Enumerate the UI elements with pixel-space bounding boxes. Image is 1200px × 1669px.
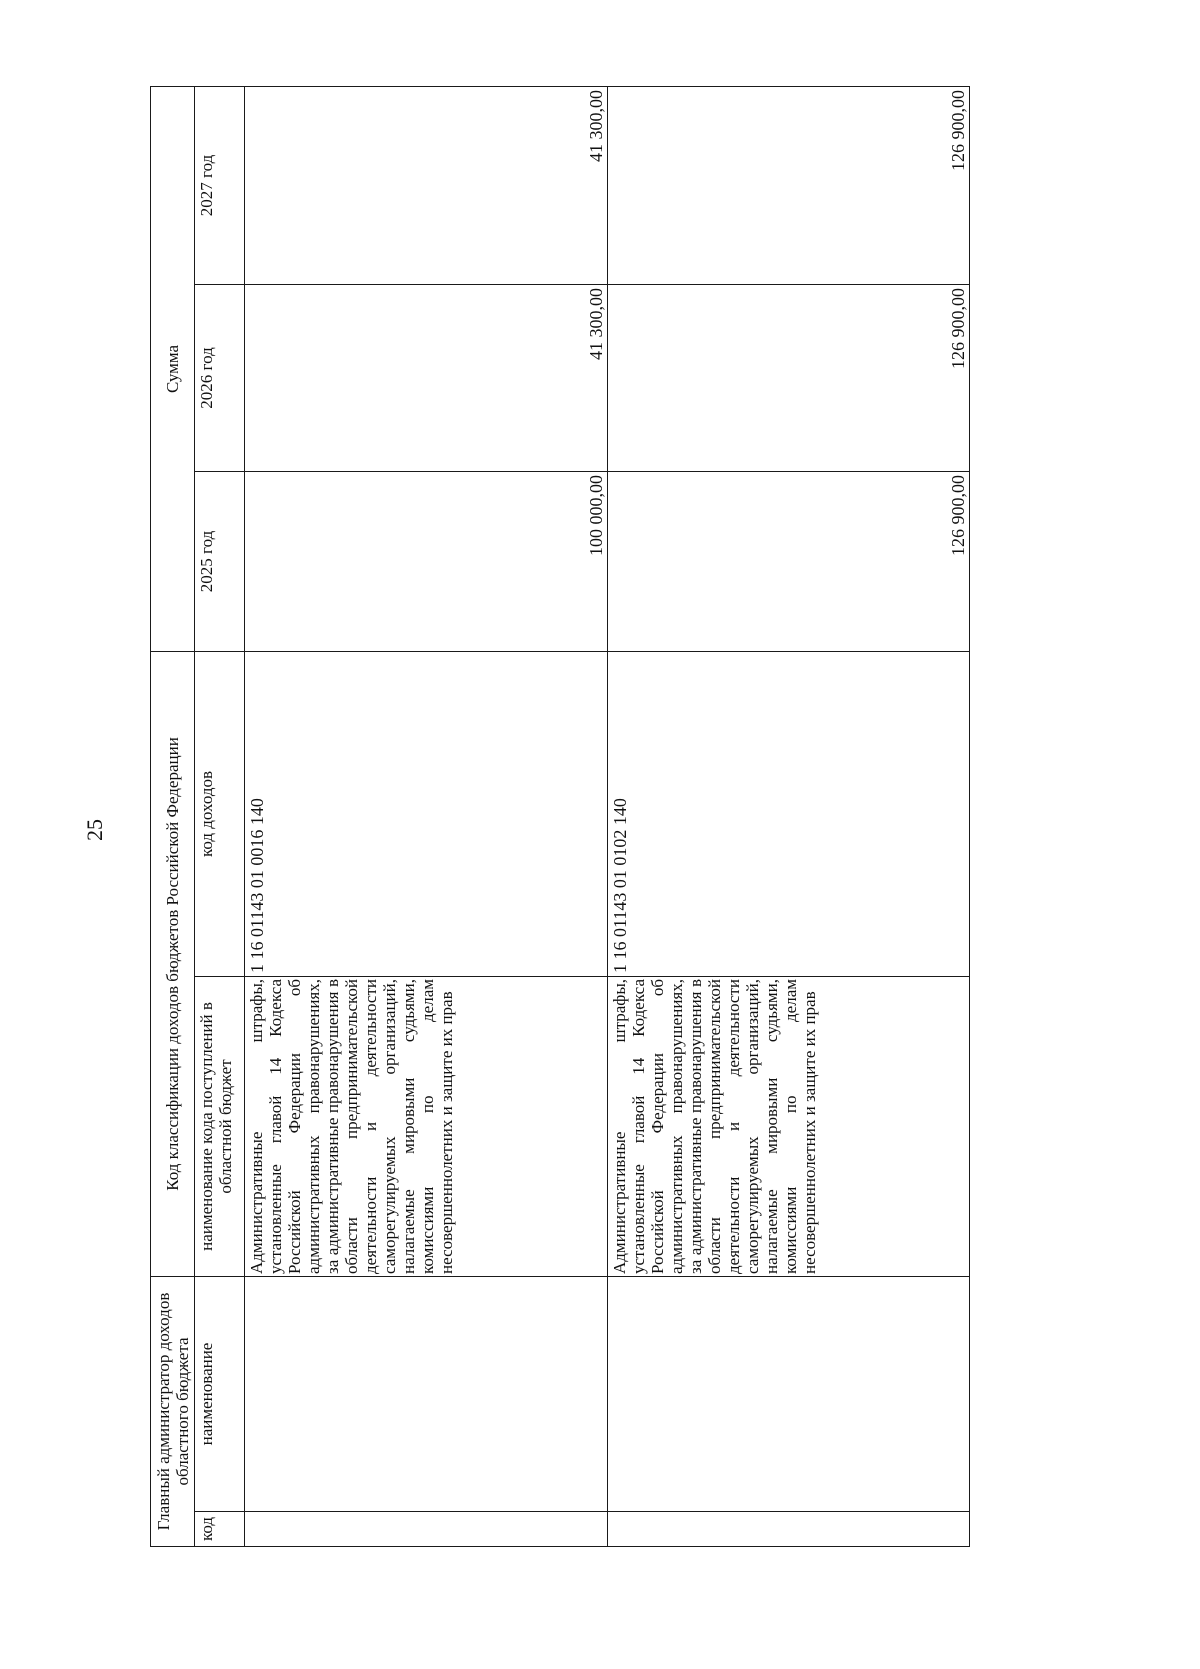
admin-code-cell xyxy=(607,1512,970,1547)
revenue-table xyxy=(150,86,970,1547)
rotated-page-content xyxy=(150,87,970,1547)
sum-2025-cell: 126 900,00 xyxy=(607,471,970,651)
revenue-description-cell: Административные штрафы, установленные главой 14 Кодекса Российской Федерации об административных правонарушениях, за административные правонарушения в области предпринимательской деятельности и деятельности саморегулируемых организаций, налагаемые мировыми судьями, комиссиями по делам несовершеннолетних и защите их прав xyxy=(607,977,970,1277)
classification-group-header: Код классификации доходов бюджетов Российской Федерации xyxy=(151,651,195,1276)
year-2025-header: 2025 год xyxy=(195,471,245,651)
revenue-description-cell: Административные штрафы, установленные главой 14 Кодекса Российской Федерации об административных правонарушениях, за административные правонарушения в области предпринимательской деятельности и деятельности саморегулируемых организаций, налагаемые мировыми судьями, комиссиями по делам несовершеннолетних и защите их прав xyxy=(245,977,608,1277)
sum-2027-cell: 126 900,00 xyxy=(607,86,970,284)
sum-2026-cell: 41 300,00 xyxy=(245,284,608,471)
year-2027-header: 2027 год xyxy=(195,86,245,284)
sum-2025-cell: 100 000,00 xyxy=(245,471,608,651)
table-row xyxy=(607,86,970,1546)
revenue-code-cell: 1 16 01143 01 0016 140 xyxy=(245,651,608,976)
header-row-1 xyxy=(151,86,195,1546)
sum-group-header: Сумма xyxy=(151,86,195,651)
admin-group-header: Главный администратор доходов областного бюджета xyxy=(151,1277,195,1547)
sum-2027-cell: 41 300,00 xyxy=(245,86,608,284)
admin-name-cell xyxy=(607,1277,970,1512)
admin-code-cell xyxy=(245,1512,608,1547)
page-number: 25 xyxy=(82,819,107,841)
admin-name-cell xyxy=(245,1277,608,1512)
revenue-name-header: наименование кода поступлений в областной бюджет xyxy=(195,977,245,1277)
year-2026-header: 2026 год xyxy=(195,284,245,471)
sum-2026-cell: 126 900,00 xyxy=(607,284,970,471)
table-row xyxy=(245,86,608,1546)
admin-name-header: наименование xyxy=(195,1277,245,1512)
revenue-code-header: код доходов xyxy=(195,651,245,976)
header-row-2 xyxy=(195,86,245,1546)
admin-code-header: код xyxy=(195,1512,245,1547)
revenue-code-cell: 1 16 01143 01 0102 140 xyxy=(607,651,970,976)
